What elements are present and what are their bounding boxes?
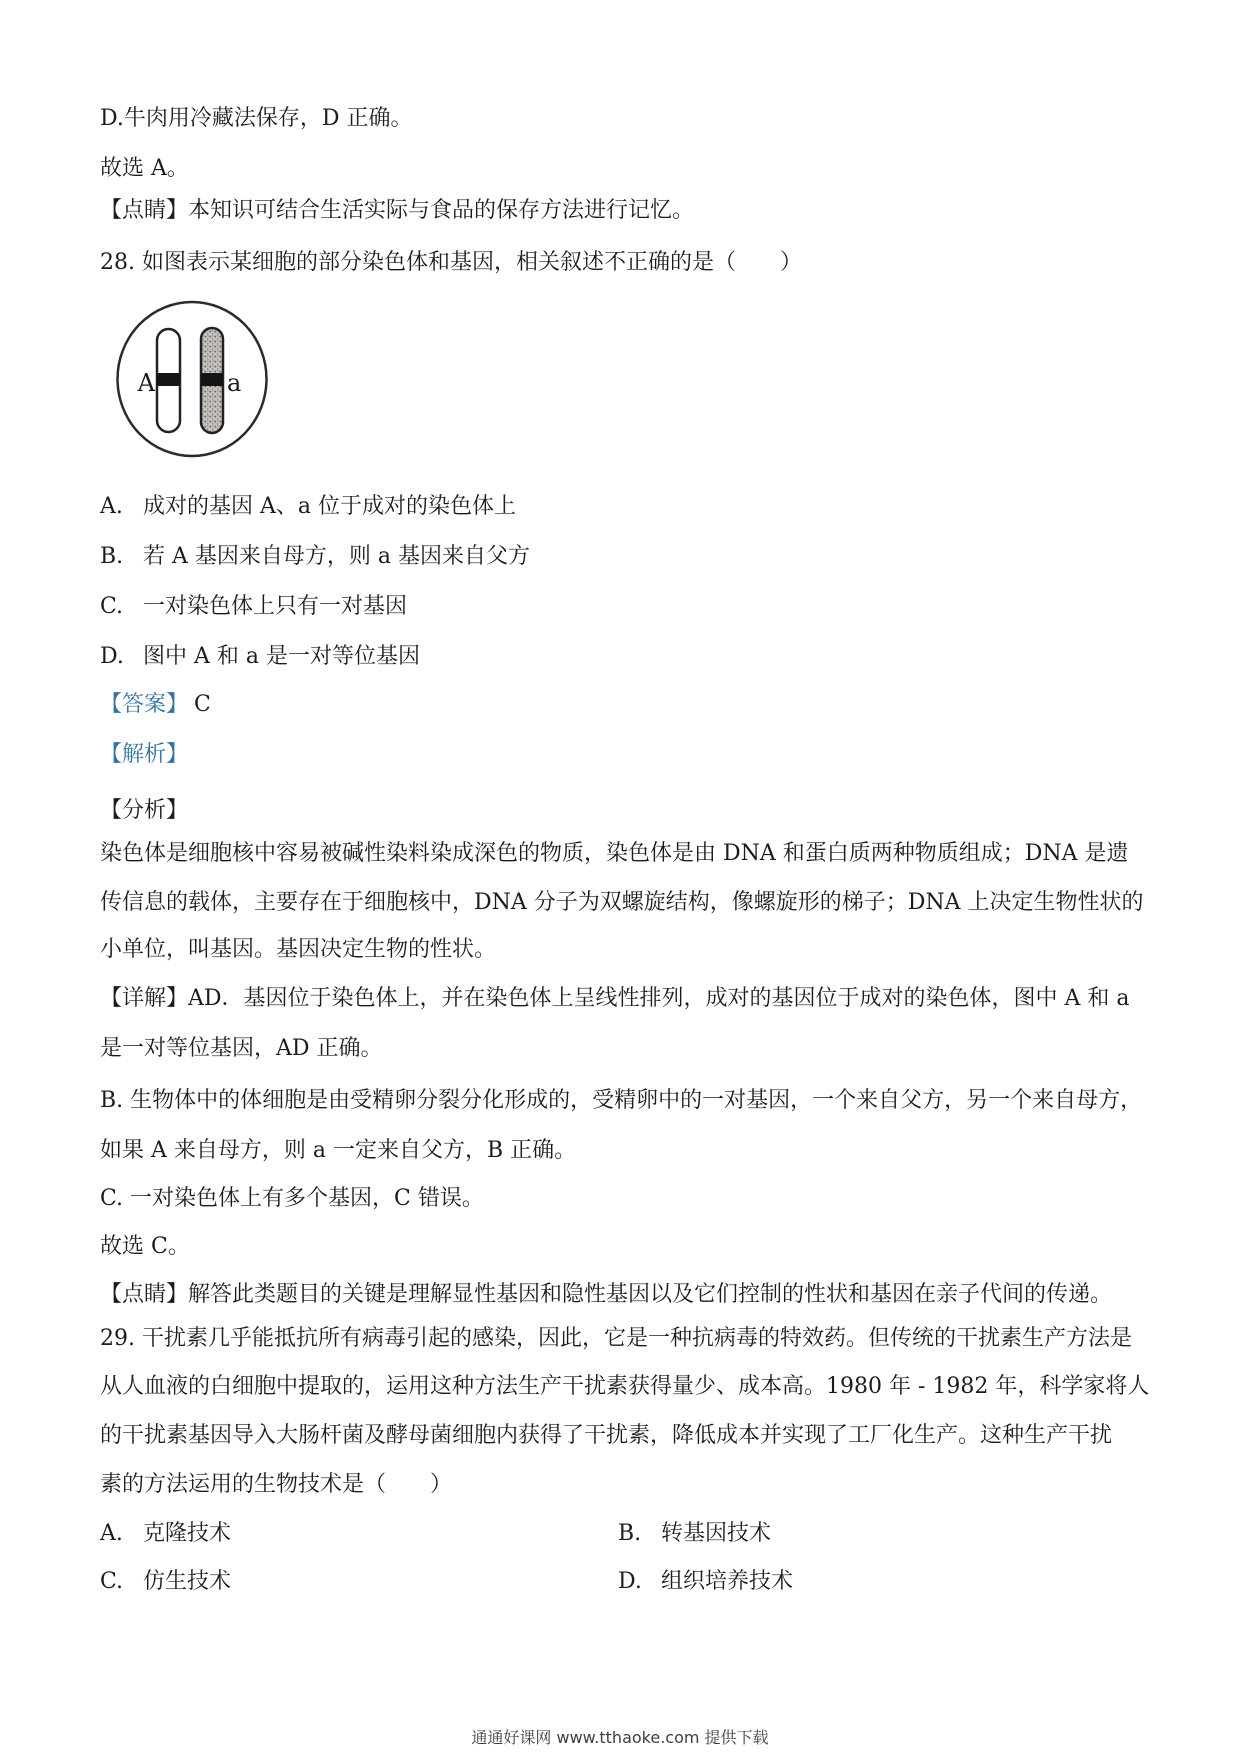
prev-answer-line-d: D.牛肉用冷藏法保存，D 正确。 <box>100 106 413 131</box>
q28-xiangjie-line-2: 是一对等位基因，AD 正确。 <box>100 1036 383 1061</box>
chromosome-right-centromere-band <box>201 373 223 386</box>
q29-option-d-text: 组织培养技术 <box>661 1569 794 1594</box>
q29-option-c-text: 仿生技术 <box>143 1569 232 1594</box>
q28-fenxi-line-1: 染色体是细胞核中容易被碱性染料染成深色的物质，染色体是由 DNA 和蛋白质两种物质组成；DNA 是遗 <box>100 841 1129 866</box>
q28-dianjing-note: 【点睛】解答此类题目的关键是理解显性基因和隐性基因以及它们控制的性状和基因在亲子代间的传递。 <box>100 1282 1113 1307</box>
q29-stem-line-4: 素的方法运用的生物技术是（ ） <box>100 1472 453 1497</box>
q28-option-b <box>100 542 1145 572</box>
q28-answer-line <box>100 690 1145 720</box>
q29-option-c-key: C. <box>100 1569 124 1594</box>
q28-option-a <box>100 492 1145 522</box>
footer-watermark: 通通好课网 www.tthaoke.com 提供下载 <box>471 1728 769 1747</box>
q28-option-c <box>100 592 1145 622</box>
q29-option-a-text: 克隆技术 <box>143 1521 232 1546</box>
q29-option-a <box>100 1519 600 1549</box>
q28-option-b-text: 若 A 基因来自母方，则 a 基因来自父方 <box>143 544 530 569</box>
q28-xiangjie-line-1: 【详解】AD．基因位于染色体上，并在染色体上呈线性排列，成对的基因位于成对的染色体，图中 A 和 a <box>100 986 1130 1011</box>
q29-option-d <box>618 1567 1138 1597</box>
q28-option-b-key: B. <box>100 544 124 569</box>
q28-option-a-text: 成对的基因 A、a 位于成对的染色体上 <box>143 494 516 519</box>
q29-stem-line-3: 的干扰素基因导入大肠杆菌及酵母菌细胞内获得了干扰素，降低成本并实现了工厂化生产。这种生产干扰 <box>100 1423 1113 1448</box>
q29-option-b-key: B. <box>618 1521 642 1546</box>
prev-dianjing-note: 【点睛】本知识可结合生活实际与食品的保存方法进行记忆。 <box>100 198 695 223</box>
q28-fenxi-line-2: 传信息的载体，主要存在于细胞核中，DNA 分子为双螺旋结构，像螺旋形的梯子；DNA 上决定生物性状的 <box>100 890 1144 915</box>
prev-answer-choose: 故选 A。 <box>100 156 189 181</box>
q29-option-b <box>618 1519 1138 1549</box>
cell-diagram-svg <box>114 300 270 460</box>
q29-option-b-text: 转基因技术 <box>661 1521 772 1546</box>
q28-option-d <box>100 642 1145 672</box>
q28-option-d-text: 图中 A 和 a 是一对等位基因 <box>143 644 420 669</box>
q28-option-a-key: A. <box>100 494 123 519</box>
q29-stem-line-1: 29. 干扰素几乎能抵抗所有病毒引起的感染，因此，它是一种抗病毒的特效药。但传统的干扰素生产方法是 <box>100 1326 1132 1351</box>
q28-jiexi-label <box>100 740 1145 770</box>
q28-option-c-key: C. <box>100 594 124 619</box>
q29-option-c <box>100 1567 600 1597</box>
jiexi-label: 【解析】 <box>100 742 189 767</box>
q28-fenxi-line-3: 小单位，叫基因。基因决定生物的性状。 <box>100 937 497 962</box>
answer-value: C <box>194 692 211 717</box>
q28-stem: 28. 如图表示某细胞的部分染色体和基因，相关叙述不正确的是（ ） <box>100 250 802 275</box>
q29-option-d-key: D. <box>618 1569 642 1594</box>
chromosome-left-centromere-band <box>157 373 180 386</box>
q29-option-a-key: A. <box>100 1521 123 1546</box>
q28-option-c-text: 一对染色体上只有一对基因 <box>143 594 408 619</box>
q29-stem-line-2: 从人血液的白细胞中提取的，运用这种方法生产干扰素获得量少、成本高。1980 年 - 1982 年，科学家将人 <box>100 1374 1150 1399</box>
q28-option-d-key: D. <box>100 644 124 669</box>
q28-xiangjie-line-3: B. 生物体中的体细胞是由受精卵分裂分化形成的，受精卵中的一对基因，一个来自父方，另一个来自母方， <box>100 1088 1143 1113</box>
gene-label-a: a <box>227 369 242 397</box>
answer-label: 【答案】 <box>100 692 189 717</box>
gene-label-A: A <box>137 369 155 397</box>
q28-cell-diagram <box>114 300 270 464</box>
q28-fenxi-label: 【分析】 <box>100 798 189 823</box>
q28-xiangjie-choose: 故选 C。 <box>100 1234 190 1259</box>
q28-xiangjie-line-5: C. 一对染色体上有多个基因，C 错误。 <box>100 1186 484 1211</box>
q28-xiangjie-line-4: 如果 A 来自母方，则 a 一定来自父方，B 正确。 <box>100 1138 577 1163</box>
